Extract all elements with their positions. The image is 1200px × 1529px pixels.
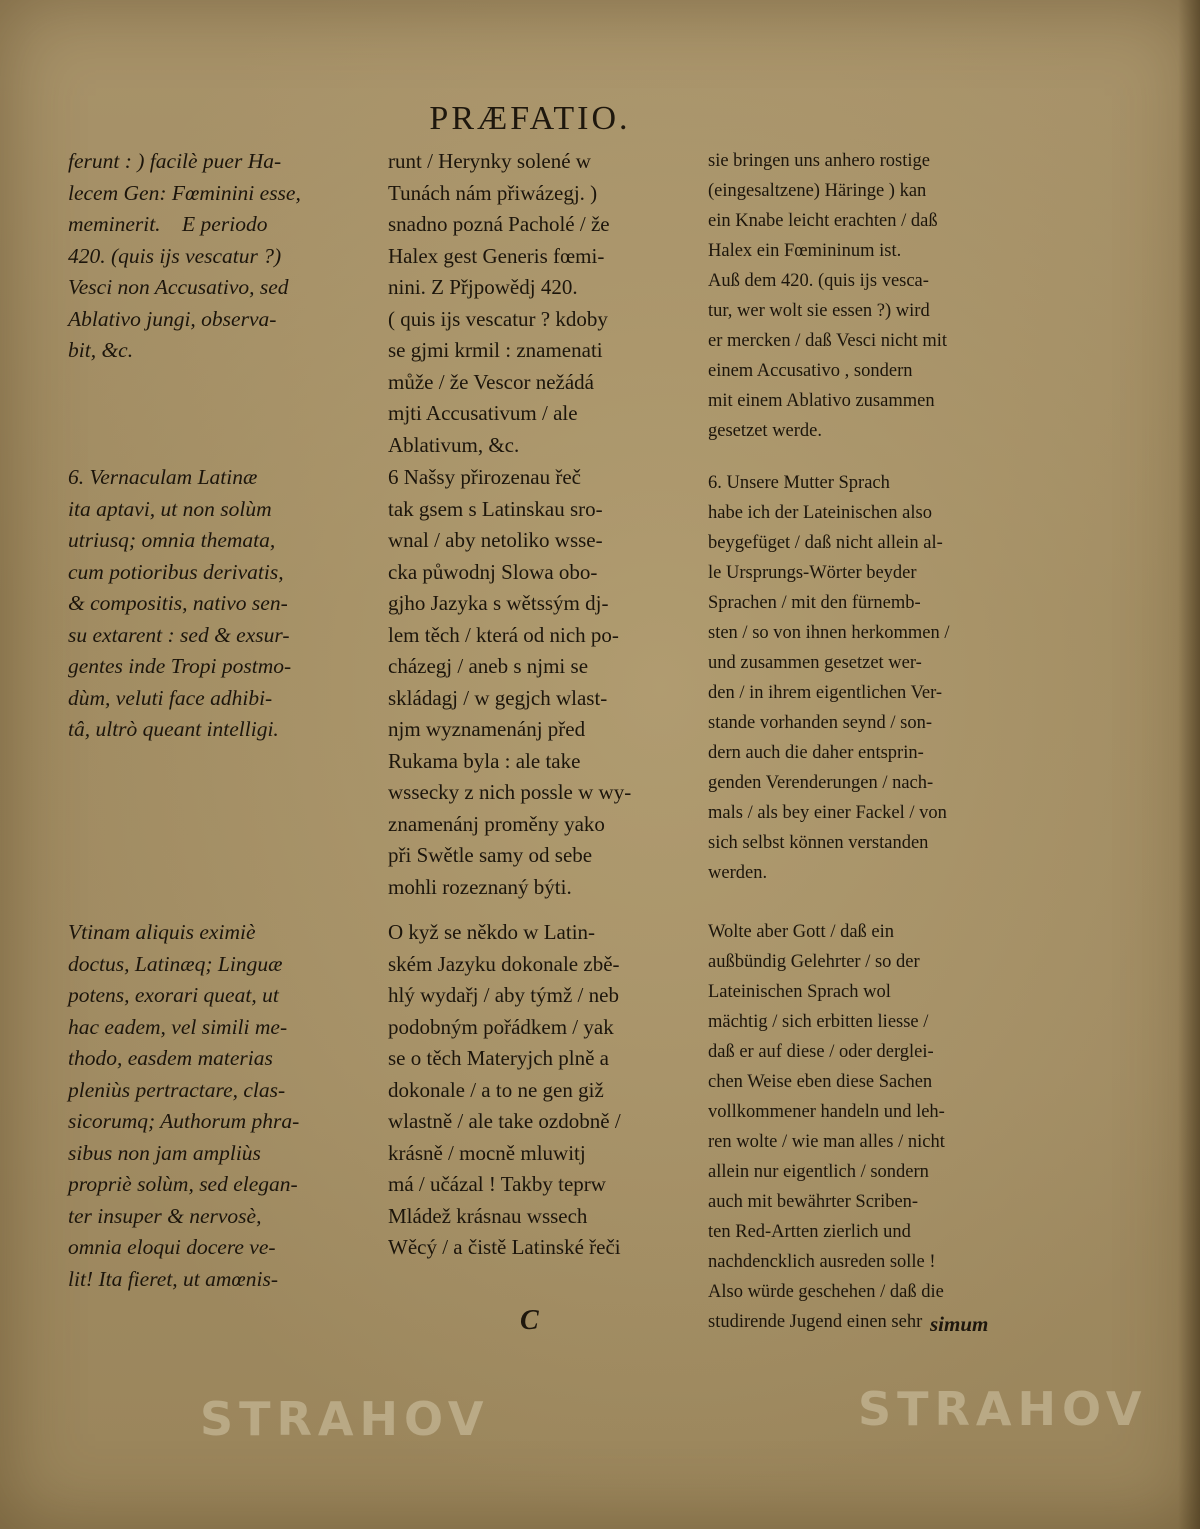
text-line: snadno pozná Pacholé / že — [388, 212, 610, 236]
text-line: mohli rozeznaný býti. — [388, 874, 572, 899]
text-line: propriè solùm, sed elegan- — [68, 1172, 298, 1196]
latin-block-1 — [68, 146, 378, 367]
text-line: Ablativum, &c. — [388, 432, 520, 457]
text-line: sicorumq; Authorum phra- — [68, 1109, 300, 1133]
text-line: pleniùs pertractare, clas- — [68, 1077, 286, 1102]
german-block-1 — [708, 146, 1018, 446]
text-line: Wolte aber Gott / daß ein — [708, 922, 895, 942]
text-line: lem těch / která od nich po- — [388, 622, 619, 647]
text-line: vollkommener handeln und leh- — [708, 1102, 945, 1122]
text-line: se gjmi krmil : znamenati — [388, 338, 603, 362]
text-line: (eingesaltzene) Häringe ) kan — [708, 181, 927, 201]
text-line: Lateinischen Sprach wol — [708, 982, 891, 1002]
text-line: njm wyznamenánj před — [388, 717, 586, 741]
text-line: bit, &c. — [68, 338, 134, 362]
text-line: podobným pořádkem / yak — [388, 1014, 614, 1039]
text-line: er mercken / daß Vesci nicht mit — [708, 331, 948, 351]
text-line: studirende Jugend einen sehr — [708, 1312, 923, 1332]
text-line: má / učázal ! Takby teprw — [388, 1172, 606, 1196]
text-line: ita aptavi, ut non solùm — [68, 496, 272, 521]
text-line: wssecky z nich possle w wy- — [388, 780, 632, 804]
text-line: cum potioribus derivatis, — [68, 559, 284, 584]
czech-block-1 — [388, 146, 688, 461]
text-line: chen Weise eben diese Sachen — [708, 1072, 933, 1092]
text-line: Vesci non Accusativo, sed — [68, 275, 289, 299]
text-line: gjho Jazyka s wětssým dj- — [388, 591, 609, 615]
czech-block-3 — [388, 917, 688, 1264]
text-line: einem Accusativo , sondern — [708, 361, 913, 381]
text-line: 420. (quis ijs vescatur ?) — [68, 243, 282, 268]
text-line: meminerit. E periodo — [68, 212, 268, 236]
text-line: skládagj / w gegjch wlast- — [388, 685, 608, 710]
text-line: mals / als bey einer Fackel / von — [708, 803, 947, 823]
text-line: se o těch Materyjch plně a — [388, 1046, 609, 1070]
text-line: runt / Herynky solené w — [388, 149, 591, 173]
watermark-right: STRAHOV — [858, 1382, 1148, 1436]
text-line: ( quis ijs vescatur ? kdoby — [388, 306, 608, 331]
text-line: 6. Vernaculam Latinæ — [68, 465, 258, 489]
text-line: cházegj / aneb s njmi se — [388, 654, 589, 678]
text-line: Mládež krásnau wssech — [388, 1203, 588, 1228]
text-line: beygefüget / daß nicht allein al- — [708, 533, 943, 553]
text-line: utriusq; omnia themata, — [68, 528, 276, 552]
text-line: lit! Ita fieret, ut amœnis- — [68, 1266, 279, 1291]
text-line: mächtig / sich erbitten liesse / — [708, 1012, 929, 1032]
german-block-3 — [708, 917, 1018, 1337]
text-line: wlastně / ale take ozdobně / — [388, 1109, 621, 1133]
text-line: den / in ihrem eigentlichen Ver- — [708, 683, 943, 703]
text-line: gentes inde Tropi postmo- — [68, 654, 292, 678]
text-line: sich selbst können verstanden — [708, 833, 929, 853]
text-line: ein Knabe leicht erachten / daß — [708, 211, 938, 231]
text-line: außbündig Gelehrter / so der — [708, 952, 920, 972]
text-line: Rukama byla : ale take — [388, 748, 581, 773]
text-line: nini. Z Přjpowědj 420. — [388, 275, 578, 299]
text-line: Also würde geschehen / daß die — [708, 1282, 944, 1302]
page-title: PRÆFATIO. — [429, 100, 631, 137]
text-line: allein nur eigentlich / sondern — [708, 1162, 929, 1182]
german-block-2 — [708, 468, 1018, 888]
text-line: sibus non jam ampliùs — [68, 1140, 261, 1165]
czech-block-2 — [388, 462, 688, 903]
text-line: hac eadem, vel simili me- — [68, 1014, 288, 1039]
text-line: tur, wer wolt sie essen ?) wird — [708, 301, 930, 321]
text-line: Tunách nám přiwázegj. ) — [388, 180, 598, 205]
text-line: cka půwodnj Slowa obo- — [388, 559, 598, 584]
text-line: daß er auf diese / oder derglei- — [708, 1042, 934, 1062]
text-line: auch mit bewährter Scriben- — [708, 1192, 919, 1212]
text-line: při Swětle samy od sebe — [388, 843, 593, 867]
text-line: potens, exorari queat, ut — [68, 983, 279, 1007]
text-line: sten / so von ihnen herkommen / — [708, 623, 950, 643]
text-line: wnal / aby netoliko wsse- — [388, 528, 603, 552]
text-line: ter insuper & nervosè, — [68, 1203, 262, 1228]
text-line: & compositis, nativo sen- — [68, 591, 288, 615]
text-line: genden Verenderungen / nach- — [708, 773, 934, 793]
text-line: ském Jazyku dokonale zbě- — [388, 951, 620, 976]
text-line: stande vorhanden seynd / son- — [708, 713, 933, 733]
text-line: Auß dem 420. (quis ijs vesca- — [708, 271, 929, 291]
text-line: Halex gest Generis fœmi- — [388, 243, 605, 268]
text-line: dokonale / a to ne gen giž — [388, 1077, 604, 1102]
text-line: doctus, Latinæq; Linguæ — [68, 951, 283, 976]
text-line: dùm, veluti face adhibi- — [68, 685, 273, 710]
text-line: werden. — [708, 863, 768, 883]
text-line: thodo, easdem materias — [68, 1046, 273, 1070]
text-line: 6 Našsy přirozenau řeč — [388, 465, 581, 489]
text-line: ren wolte / wie man alles / nicht — [708, 1132, 945, 1152]
latin-block-2 — [68, 462, 378, 746]
text-line: 6. Unsere Mutter Sprach — [708, 473, 890, 493]
catchword: simum — [930, 1312, 989, 1336]
text-line: mit einem Ablativo zusammen — [708, 391, 935, 411]
text-line: und zusammen gesetzet wer- — [708, 653, 922, 673]
text-line: O kyž se někdo w Latin- — [388, 920, 596, 944]
text-line: Wěcý / a čistě Latinské řeči — [388, 1235, 621, 1259]
text-line: su extarent : sed & exsur- — [68, 622, 290, 647]
text-line: tâ, ultrò queant intelligi. — [68, 717, 279, 741]
latin-block-3 — [68, 917, 378, 1295]
text-line: Halex ein Fœmininum ist. — [708, 241, 902, 261]
text-line: Sprachen / mit den fürnemb- — [708, 593, 921, 613]
text-line: dern auch die daher entsprin- — [708, 743, 924, 763]
text-line: nachdencklich ausreden solle ! — [708, 1252, 936, 1272]
text-line: hlý wydařj / aby týmž / neb — [388, 983, 619, 1007]
text-line: ferunt : ) facilè puer Ha- — [68, 149, 282, 173]
text-line: ten Red-Artten zierlich und — [708, 1222, 911, 1242]
text-line: může / že Vescor nežádá — [388, 369, 595, 394]
text-line: sie bringen uns anhero rostige — [708, 151, 930, 171]
text-line: le Ursprungs-Wörter beyder — [708, 563, 917, 583]
text-line: tak gsem s Latinskau sro- — [388, 496, 603, 521]
signature-mark: C — [520, 1305, 539, 1336]
watermark-left: STRAHOV — [200, 1392, 490, 1446]
text-line: znamenánj proměny yako — [388, 811, 605, 836]
text-line: mjti Accusativum / ale — [388, 401, 578, 425]
text-line: omnia eloqui docere ve- — [68, 1235, 276, 1259]
text-line: Vtinam aliquis eximiè — [68, 920, 256, 944]
page-edge-shadow — [1178, 0, 1200, 1529]
text-line: habe ich der Lateinischen also — [708, 503, 932, 523]
text-line: gesetzet werde. — [708, 421, 823, 441]
text-line: lecem Gen: Fœminini esse, — [68, 180, 301, 205]
text-line: Ablativo jungi, observa- — [68, 306, 277, 331]
text-line: krásně / mocně mluwitj — [388, 1140, 586, 1165]
